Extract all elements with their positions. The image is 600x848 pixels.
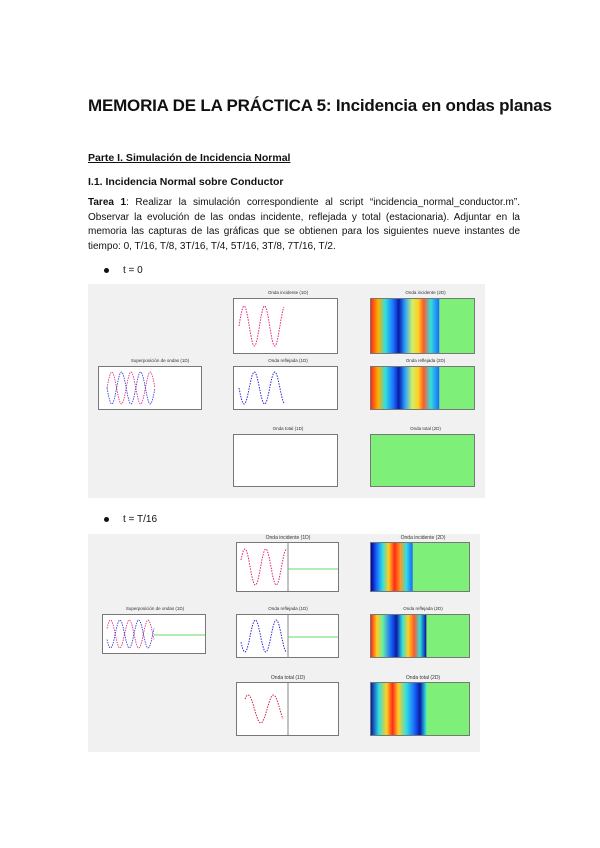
superposition-curves [99, 367, 201, 409]
plot-title: Superposición de ondas (1D) [130, 358, 190, 363]
plot-superposition-1d [98, 366, 202, 410]
plot-title: Onda total (2D) [405, 675, 441, 681]
plot-title: Superposición de ondas (1D) [125, 606, 185, 611]
plot-incident-2d [370, 298, 475, 354]
task-text: : Realizar la simulación correspondiente al script “incidencia_normal_conductor.m”. Observar la evolución de las ondas incidente, reflejada y total (estacionaria). Adjuntar en la memoria las capturas de las gráficas que se obtienen para los siguientes nueve instantes de tiempo: 0, T/16, T/8, 3T/16, T/4, 5T/16, 3T/8, 7T/16, T/2. [88, 197, 520, 252]
plot-superposition-1d [102, 614, 206, 654]
plot-title: Onda reflejada (1D) [268, 358, 308, 363]
plot-total-2d [370, 434, 475, 487]
bullet-dot-icon [104, 268, 109, 273]
bullet-dot-icon [104, 517, 109, 522]
plot-title: Onda total (1D) [272, 426, 304, 431]
reflected-wave-curve [234, 367, 337, 409]
plot-title: Onda total (2D) [410, 426, 441, 431]
plot-incident-1d [236, 542, 339, 592]
plot-incident-1d [233, 298, 338, 354]
bullet-label: t = 0 [123, 265, 143, 276]
plot-title: Onda incidente (2D) [400, 535, 446, 541]
plot-reflected-1d [233, 366, 338, 410]
task-paragraph [88, 196, 520, 254]
bullet-t16 [104, 514, 157, 525]
plot-title: Onda incidente (1D) [267, 290, 309, 295]
page-title: MEMORIA DE LA PRÁCTICA 5: Incidencia en ondas planas [88, 96, 552, 115]
figure-t0 [88, 284, 485, 498]
bullet-label: t = T/16 [123, 514, 158, 525]
plot-reflected-2d [370, 614, 470, 658]
total-wave-curve [237, 683, 338, 735]
reflected-wave-curve [237, 615, 338, 657]
plot-total-1d [236, 682, 339, 736]
plot-title: Onda incidente (2D) [405, 290, 446, 295]
section-heading: I.1. Incidencia Normal sobre Conductor [88, 176, 284, 188]
incident-wave-curve [234, 299, 337, 353]
figure-t16 [88, 534, 480, 752]
part-heading: Parte I. Simulación de Incidencia Normal [88, 152, 291, 164]
plot-total-1d [233, 434, 338, 487]
plot-reflected-1d [236, 614, 339, 658]
superposition-curves [103, 615, 205, 653]
plot-title: Onda incidente (1D) [265, 535, 311, 541]
plot-title: Onda total (1D) [270, 675, 306, 681]
bullet-t0 [104, 265, 143, 276]
task-label: Tarea 1 [88, 197, 127, 208]
plot-incident-2d [370, 542, 470, 592]
plot-title: Onda reflejada (1D) [268, 606, 308, 611]
plot-total-2d [370, 682, 470, 736]
incident-wave-curve [237, 543, 338, 591]
plot-title: Onda reflejada (2D) [405, 358, 446, 363]
plot-title: Onda reflejada (2D) [403, 606, 443, 611]
plot-reflected-2d [370, 366, 475, 410]
